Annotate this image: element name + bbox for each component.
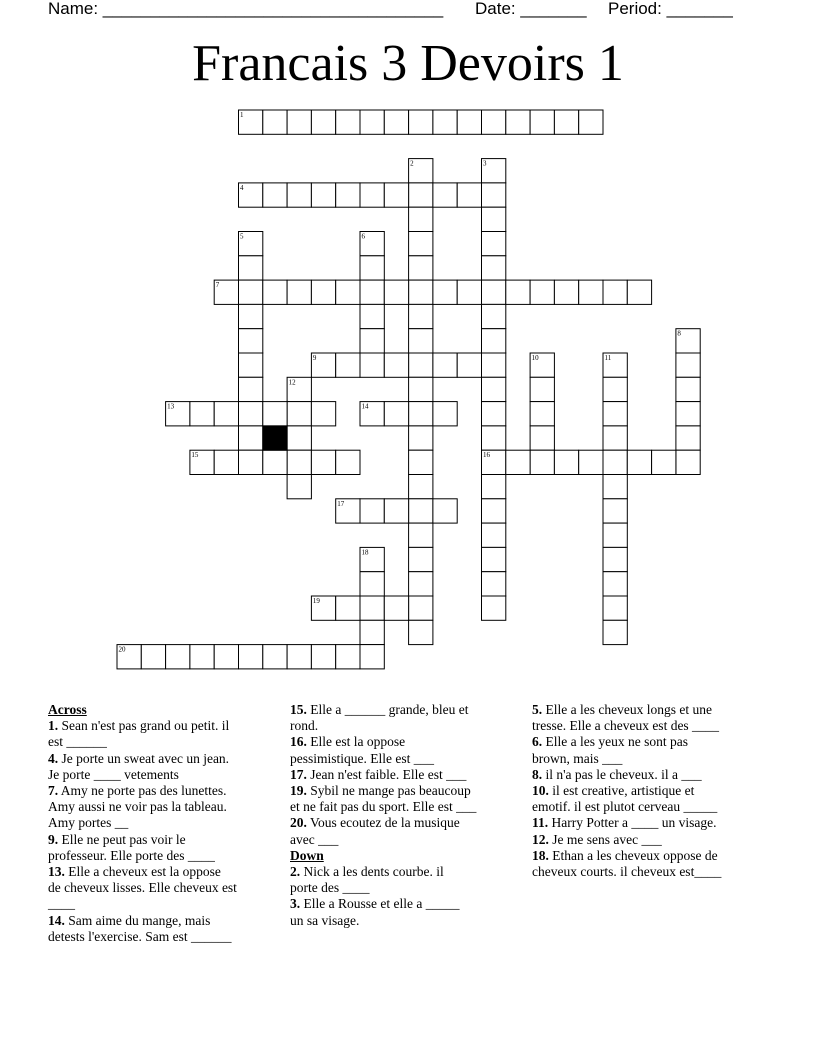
grid-cell	[214, 645, 238, 669]
grid-cell	[676, 377, 700, 401]
clue-item	[532, 783, 767, 815]
black-cell	[263, 426, 287, 450]
grid-cell	[603, 596, 627, 620]
clue-item-number: 12.	[532, 831, 549, 847]
grid-cell	[360, 353, 384, 377]
clue-number: 6	[361, 232, 365, 241]
grid-cell	[530, 280, 554, 304]
grid-cell	[554, 280, 578, 304]
grid-cell	[409, 572, 433, 596]
grid-cell	[530, 426, 554, 450]
clue-item-number: 6.	[532, 734, 543, 750]
clue-line: Elle ne peut pas voir le	[58, 831, 186, 847]
clue-line: Harry Potter a ____ un visage.	[548, 815, 717, 831]
clue-item	[48, 718, 276, 750]
clues-column-2	[290, 702, 520, 929]
clue-item-number: 10.	[532, 783, 549, 799]
grid-cell	[311, 110, 335, 134]
grid-cell	[214, 402, 238, 426]
grid-cell	[409, 183, 433, 207]
clue-line: detests l'exercise. Sam est ______	[48, 928, 232, 944]
grid-cell	[482, 183, 506, 207]
grid-cell	[457, 110, 481, 134]
grid-cell	[482, 353, 506, 377]
grid-cell	[263, 450, 287, 474]
grid-cell	[336, 110, 360, 134]
grid-cell	[384, 596, 408, 620]
grid-cell	[603, 426, 627, 450]
clue-item	[290, 896, 520, 928]
grid-cell	[482, 110, 506, 134]
grid-cell	[506, 450, 530, 474]
grid-cell	[263, 183, 287, 207]
clue-item-number: 11.	[532, 815, 549, 831]
grid-cell	[384, 110, 408, 134]
grid-cell	[409, 402, 433, 426]
clue-line: il est creative, artistique et	[548, 783, 695, 799]
grid-cell	[287, 402, 311, 426]
grid-cell	[482, 329, 506, 353]
grid-cell	[263, 110, 287, 134]
clue-line: Je me sens avec ___	[548, 831, 662, 847]
grid-cell	[263, 402, 287, 426]
grid-cell	[239, 402, 263, 426]
clue-section-heading: Down	[290, 847, 324, 863]
grid-cell	[482, 523, 506, 547]
clue-number: 19	[312, 597, 320, 605]
grid-cell	[409, 280, 433, 304]
grid-cell	[263, 645, 287, 669]
grid-cell	[409, 426, 433, 450]
clue-line: Sean n'est pas grand ou petit. il	[58, 718, 230, 734]
grid-cell	[287, 110, 311, 134]
grid-cell	[360, 304, 384, 328]
grid-cell	[384, 402, 408, 426]
grid-cell	[603, 475, 627, 499]
grid-cell	[603, 450, 627, 474]
grid-cell	[482, 304, 506, 328]
grid-cell	[360, 645, 384, 669]
grid-cell	[603, 402, 627, 426]
grid-cell	[433, 402, 457, 426]
clue-item	[48, 783, 276, 832]
clue-item	[48, 832, 276, 864]
grid-cell	[239, 304, 263, 328]
grid-cell	[287, 475, 311, 499]
grid-cell	[482, 547, 506, 571]
clue-item-number: 1.	[48, 718, 59, 734]
grid-cell	[384, 183, 408, 207]
grid-cell	[554, 450, 578, 474]
grid-cell	[141, 645, 165, 669]
grid-cell	[360, 256, 384, 280]
grid-cell	[239, 377, 263, 401]
clue-item-number: 16.	[290, 734, 307, 750]
clue-number: 12	[288, 378, 296, 387]
grid-cell	[433, 183, 457, 207]
clue-item-number: 18.	[532, 847, 549, 863]
grid-cell	[530, 402, 554, 426]
clue-item	[290, 864, 520, 896]
clue-line: ____	[48, 896, 75, 912]
grid-cell	[214, 450, 238, 474]
grid-cell	[239, 426, 263, 450]
grid-cell	[336, 280, 360, 304]
grid-cell	[457, 183, 481, 207]
clue-number: 16	[483, 451, 490, 460]
grid-cell	[482, 596, 506, 620]
clue-item-number: 9.	[48, 831, 59, 847]
clue-item	[290, 702, 520, 734]
grid-cell	[384, 280, 408, 304]
grid-cell	[554, 110, 578, 134]
grid-cell	[360, 329, 384, 353]
grid-cell	[239, 329, 263, 353]
grid-cell	[603, 280, 627, 304]
clues-column-3	[532, 702, 767, 880]
clue-item-number: 19.	[290, 783, 307, 799]
grid-cell	[409, 620, 433, 644]
grid-cell	[360, 110, 384, 134]
clue-number: 13	[167, 402, 175, 411]
grid-cell	[482, 572, 506, 596]
grid-cell	[239, 280, 263, 304]
grid-cell	[482, 207, 506, 231]
grid-cell	[409, 547, 433, 571]
grid-cell	[409, 499, 433, 523]
grid-cell	[506, 110, 530, 134]
clue-item	[532, 702, 767, 734]
grid-cell	[190, 645, 214, 669]
clue-line: Sybil ne mange pas beaucoup	[306, 783, 471, 799]
grid-cell	[603, 572, 627, 596]
clue-number: 8	[677, 329, 681, 338]
clue-item	[48, 751, 276, 783]
clue-number: 1	[240, 111, 244, 119]
grid-cell	[433, 110, 457, 134]
clue-item	[532, 767, 767, 783]
grid-cell	[579, 280, 603, 304]
page-title: Francais 3 Devoirs 1	[192, 35, 624, 92]
clue-number: 3	[483, 159, 487, 168]
clue-item-number: 15.	[290, 702, 307, 717]
grid-cell	[409, 450, 433, 474]
clue-line: avec ___	[290, 831, 339, 847]
clue-item-number: 7.	[48, 783, 59, 799]
clue-line: un sa visage.	[290, 912, 360, 928]
grid-cell	[579, 450, 603, 474]
grid-cell	[360, 620, 384, 644]
grid-cell	[482, 475, 506, 499]
grid-cell	[190, 402, 214, 426]
clue-line: et ne fait pas du sport. Elle est ___	[290, 799, 477, 815]
clue-line: est ______	[48, 734, 107, 750]
grid-cell	[482, 402, 506, 426]
grid-cell	[530, 377, 554, 401]
grid-cell	[457, 280, 481, 304]
clue-item	[290, 734, 520, 766]
grid-cell	[336, 596, 360, 620]
clue-number: 5	[240, 232, 244, 241]
grid-cell	[482, 377, 506, 401]
grid-cell	[409, 232, 433, 256]
clue-line: de cheveux lisses. Elle cheveux est	[48, 880, 237, 896]
grid-cell	[336, 353, 360, 377]
grid-cell	[409, 475, 433, 499]
grid-cell	[287, 183, 311, 207]
grid-cell	[336, 450, 360, 474]
grid-cell	[506, 280, 530, 304]
grid-cell	[360, 596, 384, 620]
clue-number: 17	[337, 499, 345, 508]
clue-line: cheveux courts. il cheveux est____	[532, 864, 722, 880]
grid-cell	[409, 207, 433, 231]
grid-cell	[336, 183, 360, 207]
grid-cell	[409, 256, 433, 280]
grid-cell	[482, 256, 506, 280]
clue-line: Amy aussi ne voir pas la tableau.	[48, 799, 227, 815]
clue-item-number: 2.	[290, 864, 301, 880]
grid-cell	[166, 645, 190, 669]
clues-column-1	[48, 702, 276, 945]
clue-line: Nick a les dents courbe. il	[300, 864, 444, 880]
clue-item-number: 14.	[48, 912, 65, 928]
grid-cell	[603, 377, 627, 401]
grid-cell	[287, 280, 311, 304]
clue-line: professeur. Elle porte des ____	[48, 847, 215, 863]
grid-cell	[239, 450, 263, 474]
grid-cell	[263, 280, 287, 304]
clue-section-heading: Across	[48, 702, 87, 717]
grid-cell	[603, 620, 627, 644]
grid-cell	[482, 499, 506, 523]
grid-cell	[287, 450, 311, 474]
grid-cell	[311, 280, 335, 304]
grid-cell	[311, 450, 335, 474]
clue-line: Sam aime du mange, mais	[64, 912, 211, 928]
grid-cell	[482, 426, 506, 450]
grid-cell	[652, 450, 676, 474]
clue-item-number: 20.	[290, 815, 307, 831]
grid-cell	[603, 499, 627, 523]
clue-line: Jean n'est faible. Elle est ___	[306, 766, 467, 782]
clue-item	[290, 767, 520, 783]
clue-item	[532, 815, 767, 831]
clue-item	[290, 783, 520, 815]
clue-number: 20	[118, 645, 126, 654]
grid-cell	[433, 499, 457, 523]
grid-cell	[579, 110, 603, 134]
grid-cell	[603, 547, 627, 571]
clue-item	[290, 815, 520, 847]
clue-number: 15	[191, 451, 199, 460]
clue-line: rond.	[290, 718, 319, 734]
grid-cell	[360, 183, 384, 207]
grid-cell	[676, 353, 700, 377]
clue-item-number: 4.	[48, 750, 59, 766]
grid-cell	[336, 645, 360, 669]
grid-cell	[287, 426, 311, 450]
clue-number: 4	[240, 183, 244, 192]
grid-cell	[530, 450, 554, 474]
grid-cell	[384, 353, 408, 377]
clue-item	[48, 864, 276, 913]
clue-line: Je porte un sweat avec un jean.	[58, 750, 230, 766]
clue-line: emotif. il est plutot cerveau _____	[532, 799, 718, 815]
clue-number: 14	[361, 402, 369, 411]
grid-cell	[433, 280, 457, 304]
clue-item	[532, 832, 767, 848]
grid-cell	[384, 499, 408, 523]
grid-cell	[409, 523, 433, 547]
clue-item-number: 3.	[290, 896, 301, 912]
grid-cell	[360, 499, 384, 523]
clue-number: 9	[312, 354, 317, 362]
clue-item	[532, 848, 767, 880]
clue-item-number: 17.	[290, 766, 307, 782]
grid-cell	[530, 110, 554, 134]
date-field-label: Date: _______	[475, 0, 587, 18]
period-field-label: Period: _______	[608, 0, 733, 18]
grid-cell	[409, 329, 433, 353]
clue-line: Elle est la oppose	[306, 734, 406, 750]
grid-cell	[239, 353, 263, 377]
grid-cell	[603, 523, 627, 547]
clue-line: Vous ecoutez de la musique	[306, 815, 460, 831]
clue-number: 11	[604, 354, 612, 362]
grid-cell	[287, 645, 311, 669]
grid-cell	[627, 280, 651, 304]
clue-item-number: 13.	[48, 864, 65, 880]
grid-cell	[676, 450, 700, 474]
name-field-label: Name: ____________________________________	[48, 0, 444, 18]
grid-cell	[482, 280, 506, 304]
grid-cell	[482, 232, 506, 256]
clue-line: Elle a cheveux est la oppose	[64, 864, 221, 880]
grid-cell	[409, 110, 433, 134]
clue-line: Elle a les yeux ne sont pas	[542, 734, 688, 750]
clue-line: Elle a les cheveux longs et une	[542, 702, 712, 717]
grid-cell	[409, 596, 433, 620]
clue-line: porte des ____	[290, 880, 370, 896]
clue-line: Amy portes __	[48, 815, 129, 831]
clue-line: Ethan a les cheveux oppose de	[548, 847, 718, 863]
grid-cell	[239, 645, 263, 669]
grid-cell	[360, 572, 384, 596]
grid-cell	[311, 645, 335, 669]
grid-cell	[409, 353, 433, 377]
clue-item-number: 5.	[532, 702, 543, 717]
grid-cell	[239, 256, 263, 280]
clue-line: il n'a pas le cheveux. il a ___	[542, 766, 702, 782]
clue-line: Amy ne porte pas des lunettes.	[58, 783, 227, 799]
grid-cell	[409, 377, 433, 401]
grid-cell	[433, 353, 457, 377]
grid-cell	[409, 304, 433, 328]
grid-cell	[311, 183, 335, 207]
clue-line: tresse. Elle a cheveux est des ____	[532, 718, 720, 734]
grid-cell	[676, 402, 700, 426]
clue-item	[48, 913, 276, 945]
grid-cell	[457, 353, 481, 377]
clue-line: brown, mais ___	[532, 750, 623, 766]
grid-cell	[360, 280, 384, 304]
clue-item	[532, 734, 767, 766]
clue-number: 10	[531, 354, 539, 362]
clue-item-number: 8.	[532, 766, 543, 782]
clue-line: pessimistique. Elle est ___	[290, 750, 434, 766]
clue-number: 18	[361, 548, 369, 557]
clue-line: Elle a ______ grande, bleu et	[306, 702, 469, 717]
clue-line: Elle a Rousse et elle a _____	[300, 896, 460, 912]
grid-cell	[311, 402, 335, 426]
clue-line: Je porte ____ vetements	[48, 766, 179, 782]
grid-cell	[676, 426, 700, 450]
clue-number: 7	[215, 281, 220, 290]
clue-number: 2	[410, 159, 414, 168]
grid-cell	[627, 450, 651, 474]
